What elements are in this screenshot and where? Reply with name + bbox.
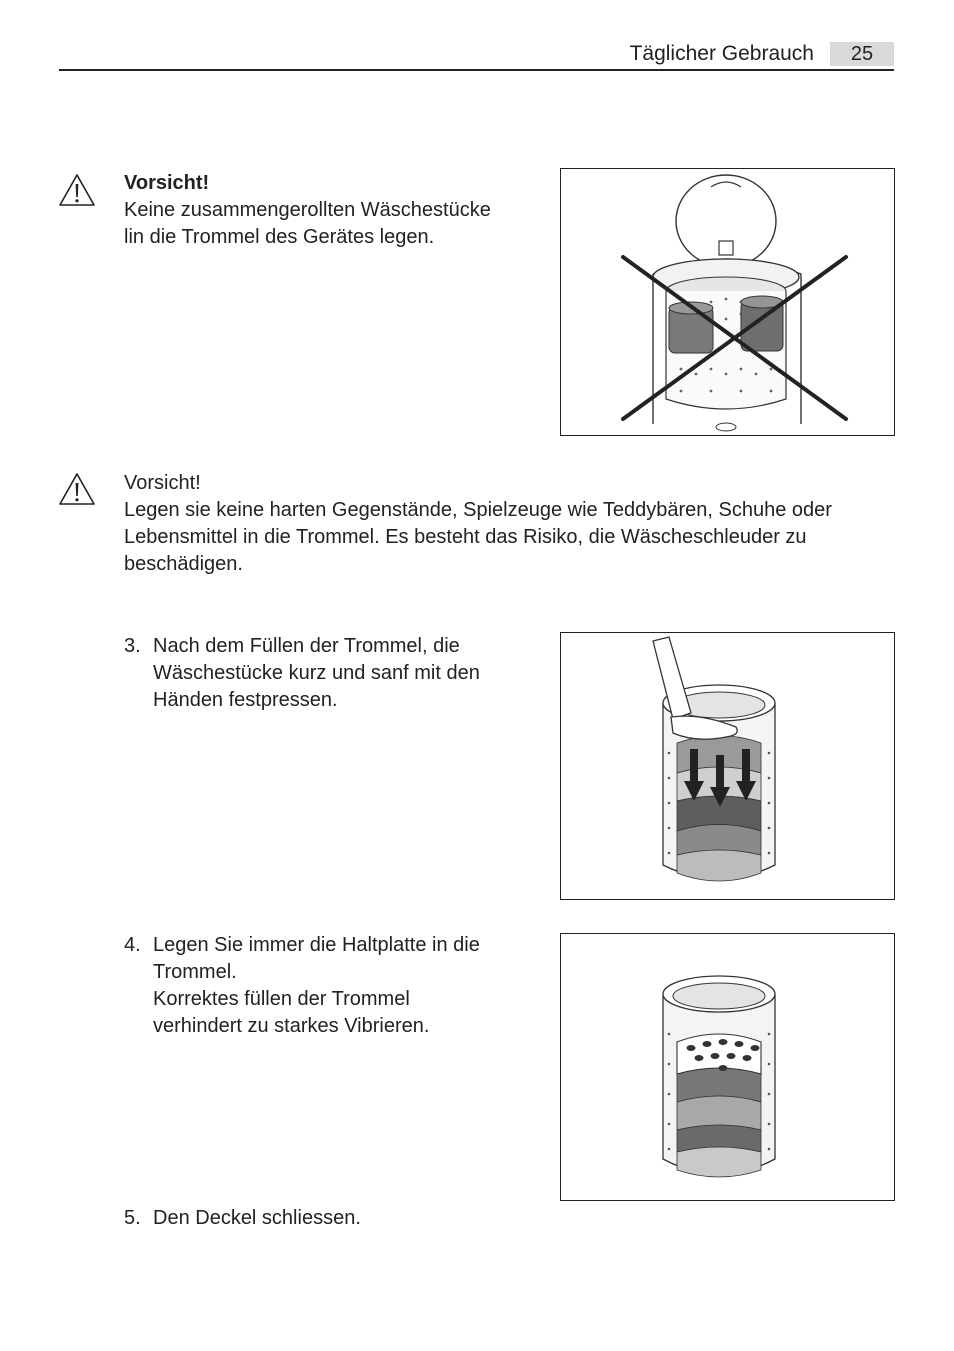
step-4 <box>124 932 544 1052</box>
step-text-line: Korrektes füllen der Trommel <box>153 988 410 1010</box>
step-text-line: Trommel. <box>153 961 237 983</box>
warning-heading: Vorsicht! <box>124 472 201 494</box>
warning-text-line: Lebensmittel in die Trommel. Es besteht das Risiko, die Wäscheschleuder zu <box>124 526 807 548</box>
warning-text-line: Legen sie keine harten Gegenstände, Spielzeuge wie Teddybären, Schuhe oder <box>124 499 832 521</box>
warning-triangle-icon <box>58 472 96 506</box>
step-text-line: Legen Sie immer die Haltplatte in die <box>153 934 480 956</box>
header-rule <box>59 69 894 71</box>
figure-holding-plate <box>560 933 895 1201</box>
step-text-line: verhindert zu starkes Vibrieren. <box>153 1015 430 1037</box>
warning-triangle-icon <box>58 173 96 207</box>
figure-rolled-laundry-forbidden <box>560 168 895 436</box>
step-3 <box>124 633 544 723</box>
step-number: 4. <box>124 934 141 956</box>
warning-text-line: Keine zusammengerollten Wäschestücke <box>124 199 491 221</box>
warning-block-1 <box>124 170 491 251</box>
step-text-line: Wäschestücke kurz und sanf mit den <box>153 662 480 684</box>
warning-heading: Vorsicht! <box>124 172 210 194</box>
section-title: Täglicher Gebrauch <box>629 42 814 65</box>
step-5 <box>124 1205 544 1235</box>
step-number: 3. <box>124 635 141 657</box>
warning-block-2 <box>124 470 832 578</box>
page-number: 25 <box>830 42 894 66</box>
step-text-line: Nach dem Füllen der Trommel, die <box>153 635 460 657</box>
step-text-line: Händen festpressen. <box>153 689 338 711</box>
warning-text-line: lin die Trommel des Gerätes legen. <box>124 226 435 248</box>
warning-text-line: beschädigen. <box>124 553 243 575</box>
step-text-line: Den Deckel schliessen. <box>153 1207 361 1229</box>
step-number: 5. <box>124 1207 141 1229</box>
figure-press-laundry <box>560 632 895 900</box>
